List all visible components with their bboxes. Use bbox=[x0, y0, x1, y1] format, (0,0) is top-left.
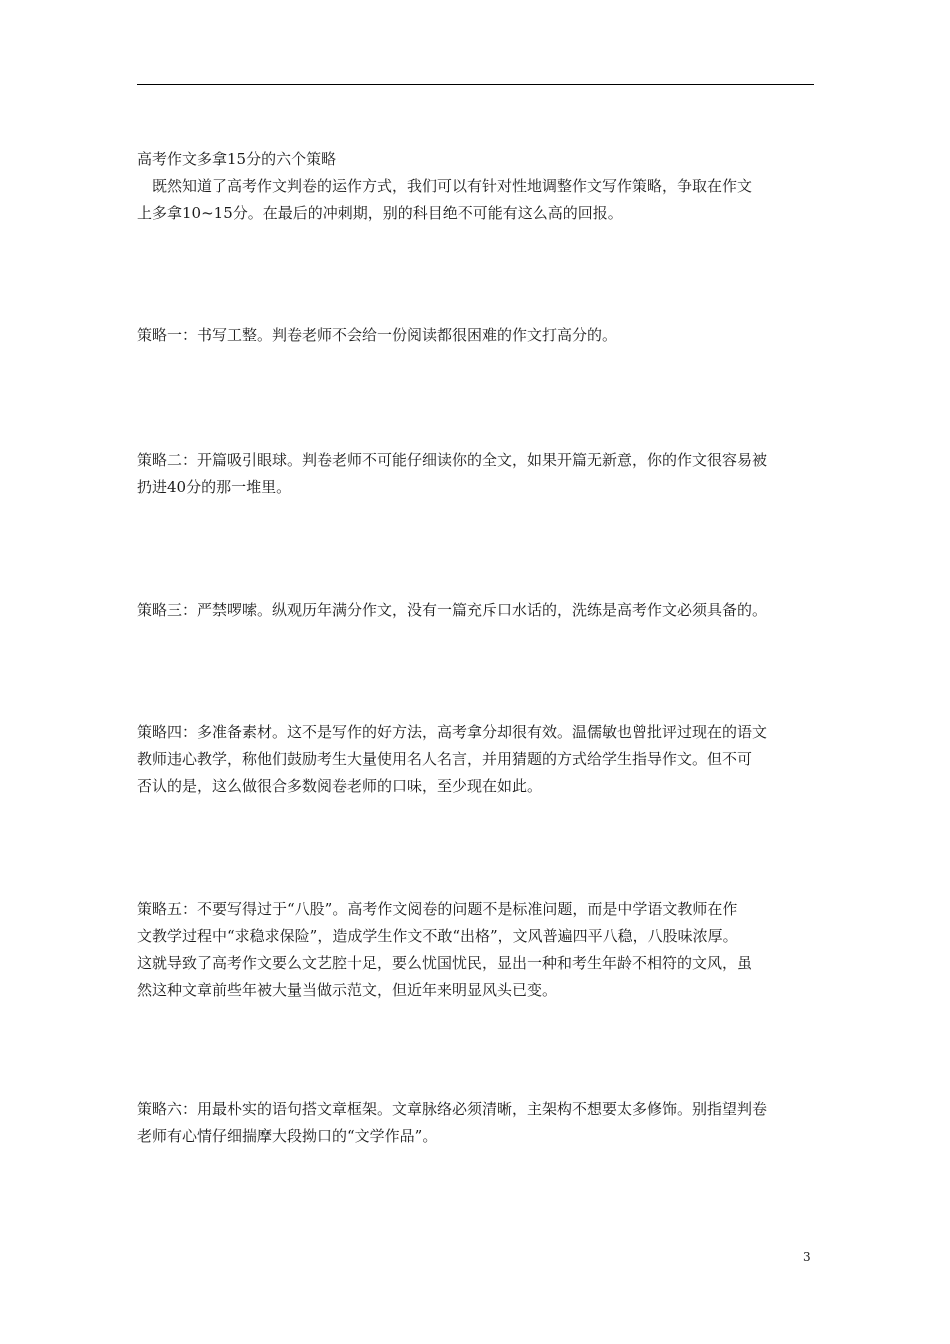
strategy-6 bbox=[137, 1096, 814, 1150]
strategy-line: 否认的是，这么做很合多数阅卷老师的口味，至少现在如此。 bbox=[137, 777, 543, 795]
intro-line: 上多拿10~15分。在最后的冲刺期，别的科目绝不可能有这么高的回报。 bbox=[137, 204, 623, 222]
article-title: 高考作文多拿15分的六个策略 bbox=[137, 150, 337, 168]
strategy-line: 策略四：多准备素材。这不是写作的好方法，高考拿分却很有效。温儒敏也曾批评过现在的语文 bbox=[137, 723, 768, 741]
strategy-line: 教师违心教学，称他们鼓励考生大量使用名人名言，并用猜题的方式给学生指导作文。但不可 bbox=[137, 750, 753, 768]
strategy-line: 策略二：开篇吸引眼球。判卷老师不可能仔细读你的全文，如果开篇无新意，你的作文很容易被 bbox=[137, 451, 768, 469]
strategy-1 bbox=[137, 322, 814, 349]
intro-line: 既然知道了高考作文判卷的运作方式，我们可以有针对性地调整作文写作策略，争取在作文 bbox=[137, 177, 753, 195]
strategy-line: 策略六：用最朴实的语句搭文章框架。文章脉络必须清晰，主架构不想要太多修饰。别指望判卷 bbox=[137, 1100, 768, 1118]
article-title-block bbox=[137, 146, 814, 227]
strategy-line: 文教学过程中“求稳求保险”，造成学生作文不敢“出格”，文风普遍四平八稳，八股味浓厚。 bbox=[137, 927, 738, 945]
strategy-line: 策略五：不要写得过于“八股”。高考作文阅卷的问题不是标准问题，而是中学语文教师在作 bbox=[137, 900, 738, 918]
strategy-2 bbox=[137, 447, 814, 501]
strategy-line: 策略一：书写工整。判卷老师不会给一份阅读都很困难的作文打高分的。 bbox=[137, 326, 618, 344]
strategy-line: 这就导致了高考作文要么文艺腔十足，要么忧国忧民，显出一种和考生年龄不相符的文风，虽 bbox=[137, 954, 753, 972]
header-rule bbox=[137, 84, 814, 85]
strategy-line: 策略三：严禁啰嗦。纵观历年满分作文，没有一篇充斥口水话的，洗练是高考作文必须具备的。 bbox=[137, 601, 768, 619]
strategy-line: 老师有心情仔细揣摩大段拗口的“文学作品”。 bbox=[137, 1127, 438, 1145]
strategy-5 bbox=[137, 896, 814, 1004]
strategy-3 bbox=[137, 597, 814, 624]
page-number: 3 bbox=[803, 1250, 811, 1264]
strategy-line: 然这种文章前些年被大量当做示范文，但近年来明显风头已变。 bbox=[137, 981, 558, 999]
strategy-line: 扔进40分的那一堆里。 bbox=[137, 478, 292, 496]
strategy-4 bbox=[137, 719, 814, 800]
